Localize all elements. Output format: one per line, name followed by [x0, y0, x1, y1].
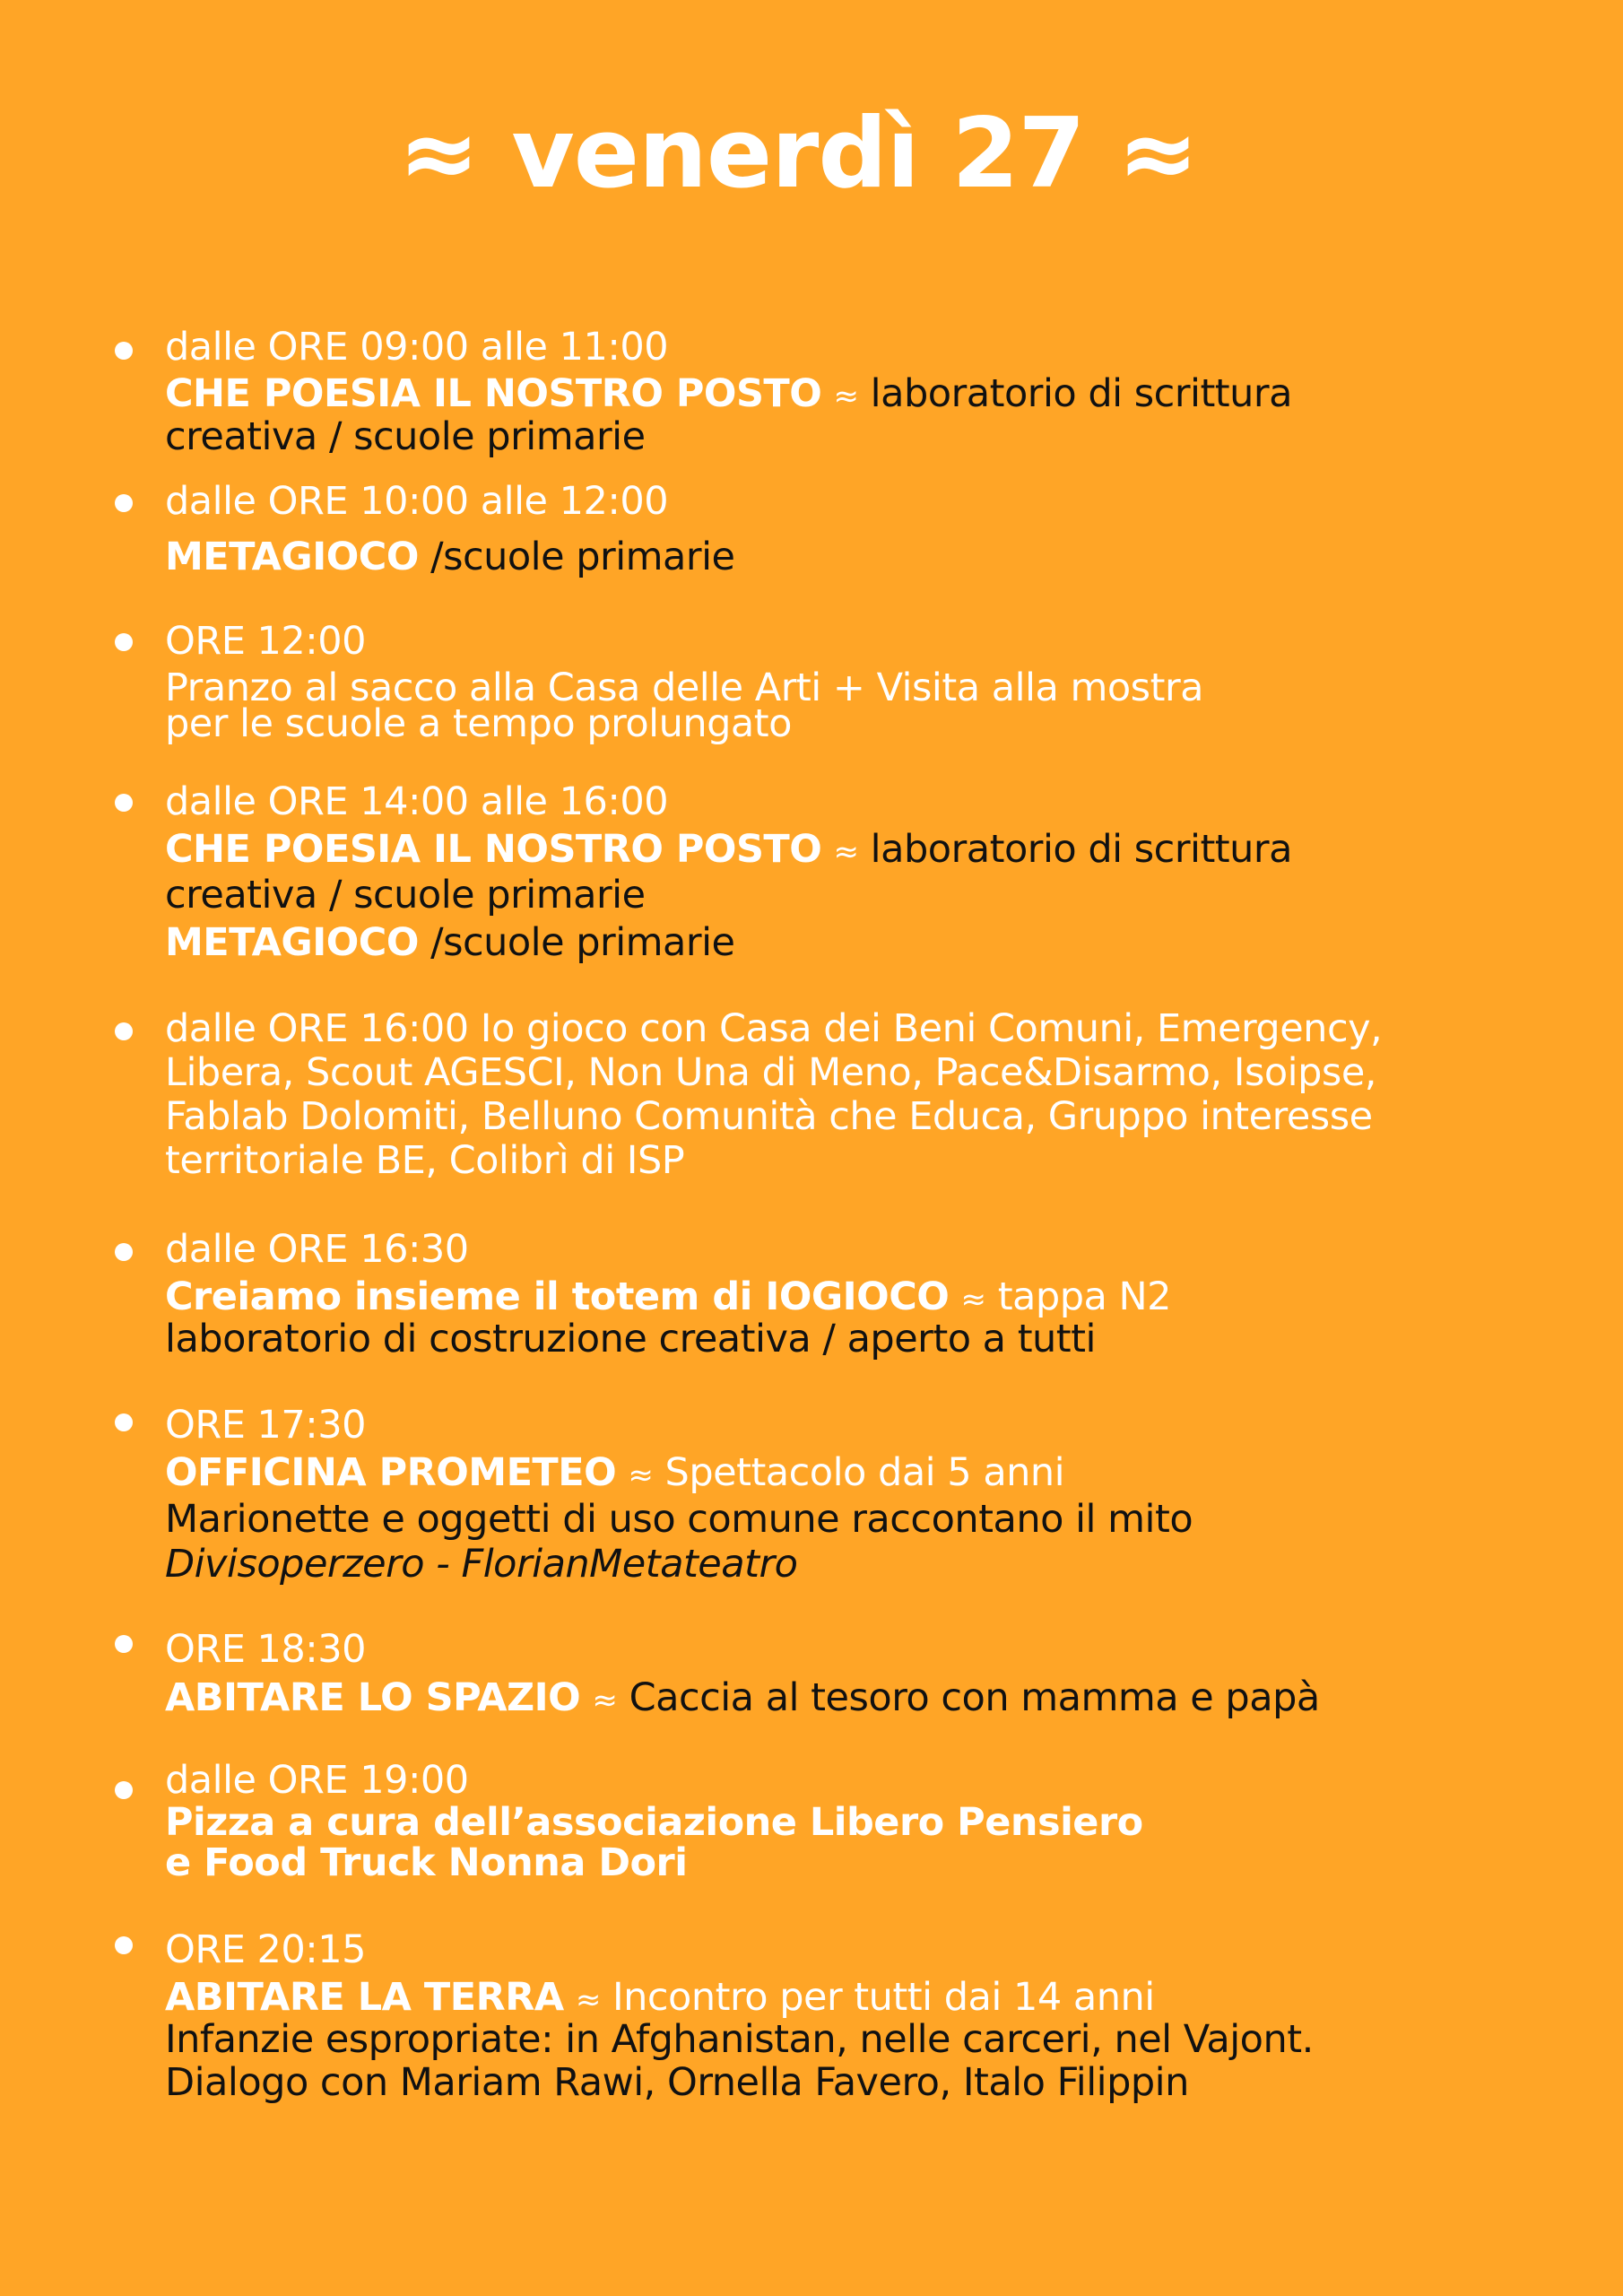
event-description-2: scuole primarie: [443, 920, 735, 965]
approx-separator: ≈: [960, 1282, 986, 1318]
event-time: dalle ORE 09:00 alle 11:00: [165, 325, 669, 370]
event-description: Pizza a cura dell’associazione Libero Pensiero: [165, 1800, 1143, 1845]
event-name: ABITARE LA TERRA: [165, 1975, 564, 2020]
event-title-line: [165, 1975, 1155, 2020]
event-title-line-2: [165, 920, 735, 965]
event-name: Creiamo insieme il totem di IOGIOCO: [165, 1274, 950, 1319]
event-name: CHE POESIA IL NOSTRO POSTO: [165, 827, 822, 872]
event-time: ORE 17:30: [165, 1403, 366, 1448]
event-title-line: [165, 1675, 1320, 1720]
event-description: Incontro per tutti dai 14 anni: [612, 1975, 1155, 2020]
event-description: Caccia al tesoro con mamma e papà: [629, 1675, 1320, 1720]
bullet-icon: [115, 1635, 133, 1653]
event-name: CHE POESIA IL NOSTRO POSTO: [165, 371, 822, 416]
bullet-icon: [115, 1022, 133, 1040]
event-description: tappa N2: [997, 1274, 1172, 1319]
bullet-icon: [115, 633, 133, 651]
event-audience: creativa / scuole primarie: [165, 873, 646, 918]
event-title-line: [165, 1274, 1172, 1319]
bullet-icon: [115, 1243, 133, 1261]
slash-separator: /: [430, 535, 444, 579]
approx-separator: ≈: [592, 1683, 618, 1718]
bullet-icon: [115, 342, 133, 360]
approx-separator: ≈: [833, 834, 859, 870]
event-name-2: METAGIOCO: [165, 920, 419, 965]
bullet-icon: [115, 494, 133, 512]
event-line-1: dalle ORE 16:00 Io gioco con Casa dei Beni Comuni, Emergency,: [165, 1006, 1383, 1051]
event-audience: creativa / scuole primarie: [165, 414, 646, 459]
event-description: Spettacolo dai 5 anni: [664, 1450, 1065, 1495]
event-speakers: Dialogo con Mariam Rawi, Ornella Favero, Italo Filippin: [165, 2060, 1189, 2105]
event-time: dalle ORE 19:00: [165, 1758, 469, 1803]
event-credits: Divisoperzero - FlorianMetateatro: [165, 1542, 798, 1587]
event-title-line: [165, 535, 735, 579]
event-description: scuole primarie: [443, 535, 735, 579]
event-time: ORE 12:00: [165, 619, 366, 664]
event-description: laboratorio di scrittura: [870, 371, 1292, 416]
event-time: ORE 18:30: [165, 1627, 366, 1672]
event-time: dalle ORE 14:00 alle 16:00: [165, 779, 669, 824]
event-title-line: [165, 827, 1292, 872]
event-line-4: territoriale BE, Colibrì di ISP: [165, 1138, 685, 1183]
bullet-icon: [115, 1936, 133, 1954]
event-name: OFFICINA PROMETEO: [165, 1450, 617, 1495]
event-details: Marionette e oggetti di uso comune raccontano il mito: [165, 1497, 1193, 1542]
event-audience: laboratorio di costruzione creativa / aperto a tutti: [165, 1317, 1096, 1361]
event-details: Infanzie espropriate: in Afghanistan, nelle carceri, nel Vajont.: [165, 2017, 1314, 2062]
event-title-line: [165, 371, 1292, 416]
slash-separator: /: [430, 920, 444, 965]
approx-separator: ≈: [628, 1457, 654, 1493]
event-time: dalle ORE 10:00 alle 12:00: [165, 479, 669, 524]
event-description-cont: per le scuole a tempo prolungato: [165, 701, 792, 746]
approx-separator: ≈: [833, 378, 859, 414]
event-time: dalle ORE 16:30: [165, 1227, 469, 1272]
event-title-line: [165, 1450, 1065, 1495]
event-description-cont: e Food Truck Nonna Dori: [165, 1840, 688, 1885]
event-description: Pranzo al sacco alla Casa delle Arti + Visita alla mostra: [165, 665, 1203, 710]
event-description: laboratorio di scrittura: [870, 827, 1292, 872]
bullet-icon: [115, 794, 133, 812]
event-name: ABITARE LO SPAZIO: [165, 1675, 581, 1720]
bullet-icon: [115, 1781, 133, 1799]
event-line-2: Libera, Scout AGESCI, Non Una di Meno, Pace&Disarmo, Isoipse,: [165, 1050, 1376, 1095]
approx-separator: ≈: [575, 1982, 601, 2018]
event-name: METAGIOCO: [165, 535, 419, 579]
event-time: ORE 20:15: [165, 1927, 366, 1972]
bullet-icon: [115, 1413, 133, 1431]
page-title: ≈ venerdì 27 ≈: [398, 98, 1198, 210]
event-line-3: Fablab Dolomiti, Belluno Comunità che Educa, Gruppo interesse: [165, 1094, 1373, 1139]
